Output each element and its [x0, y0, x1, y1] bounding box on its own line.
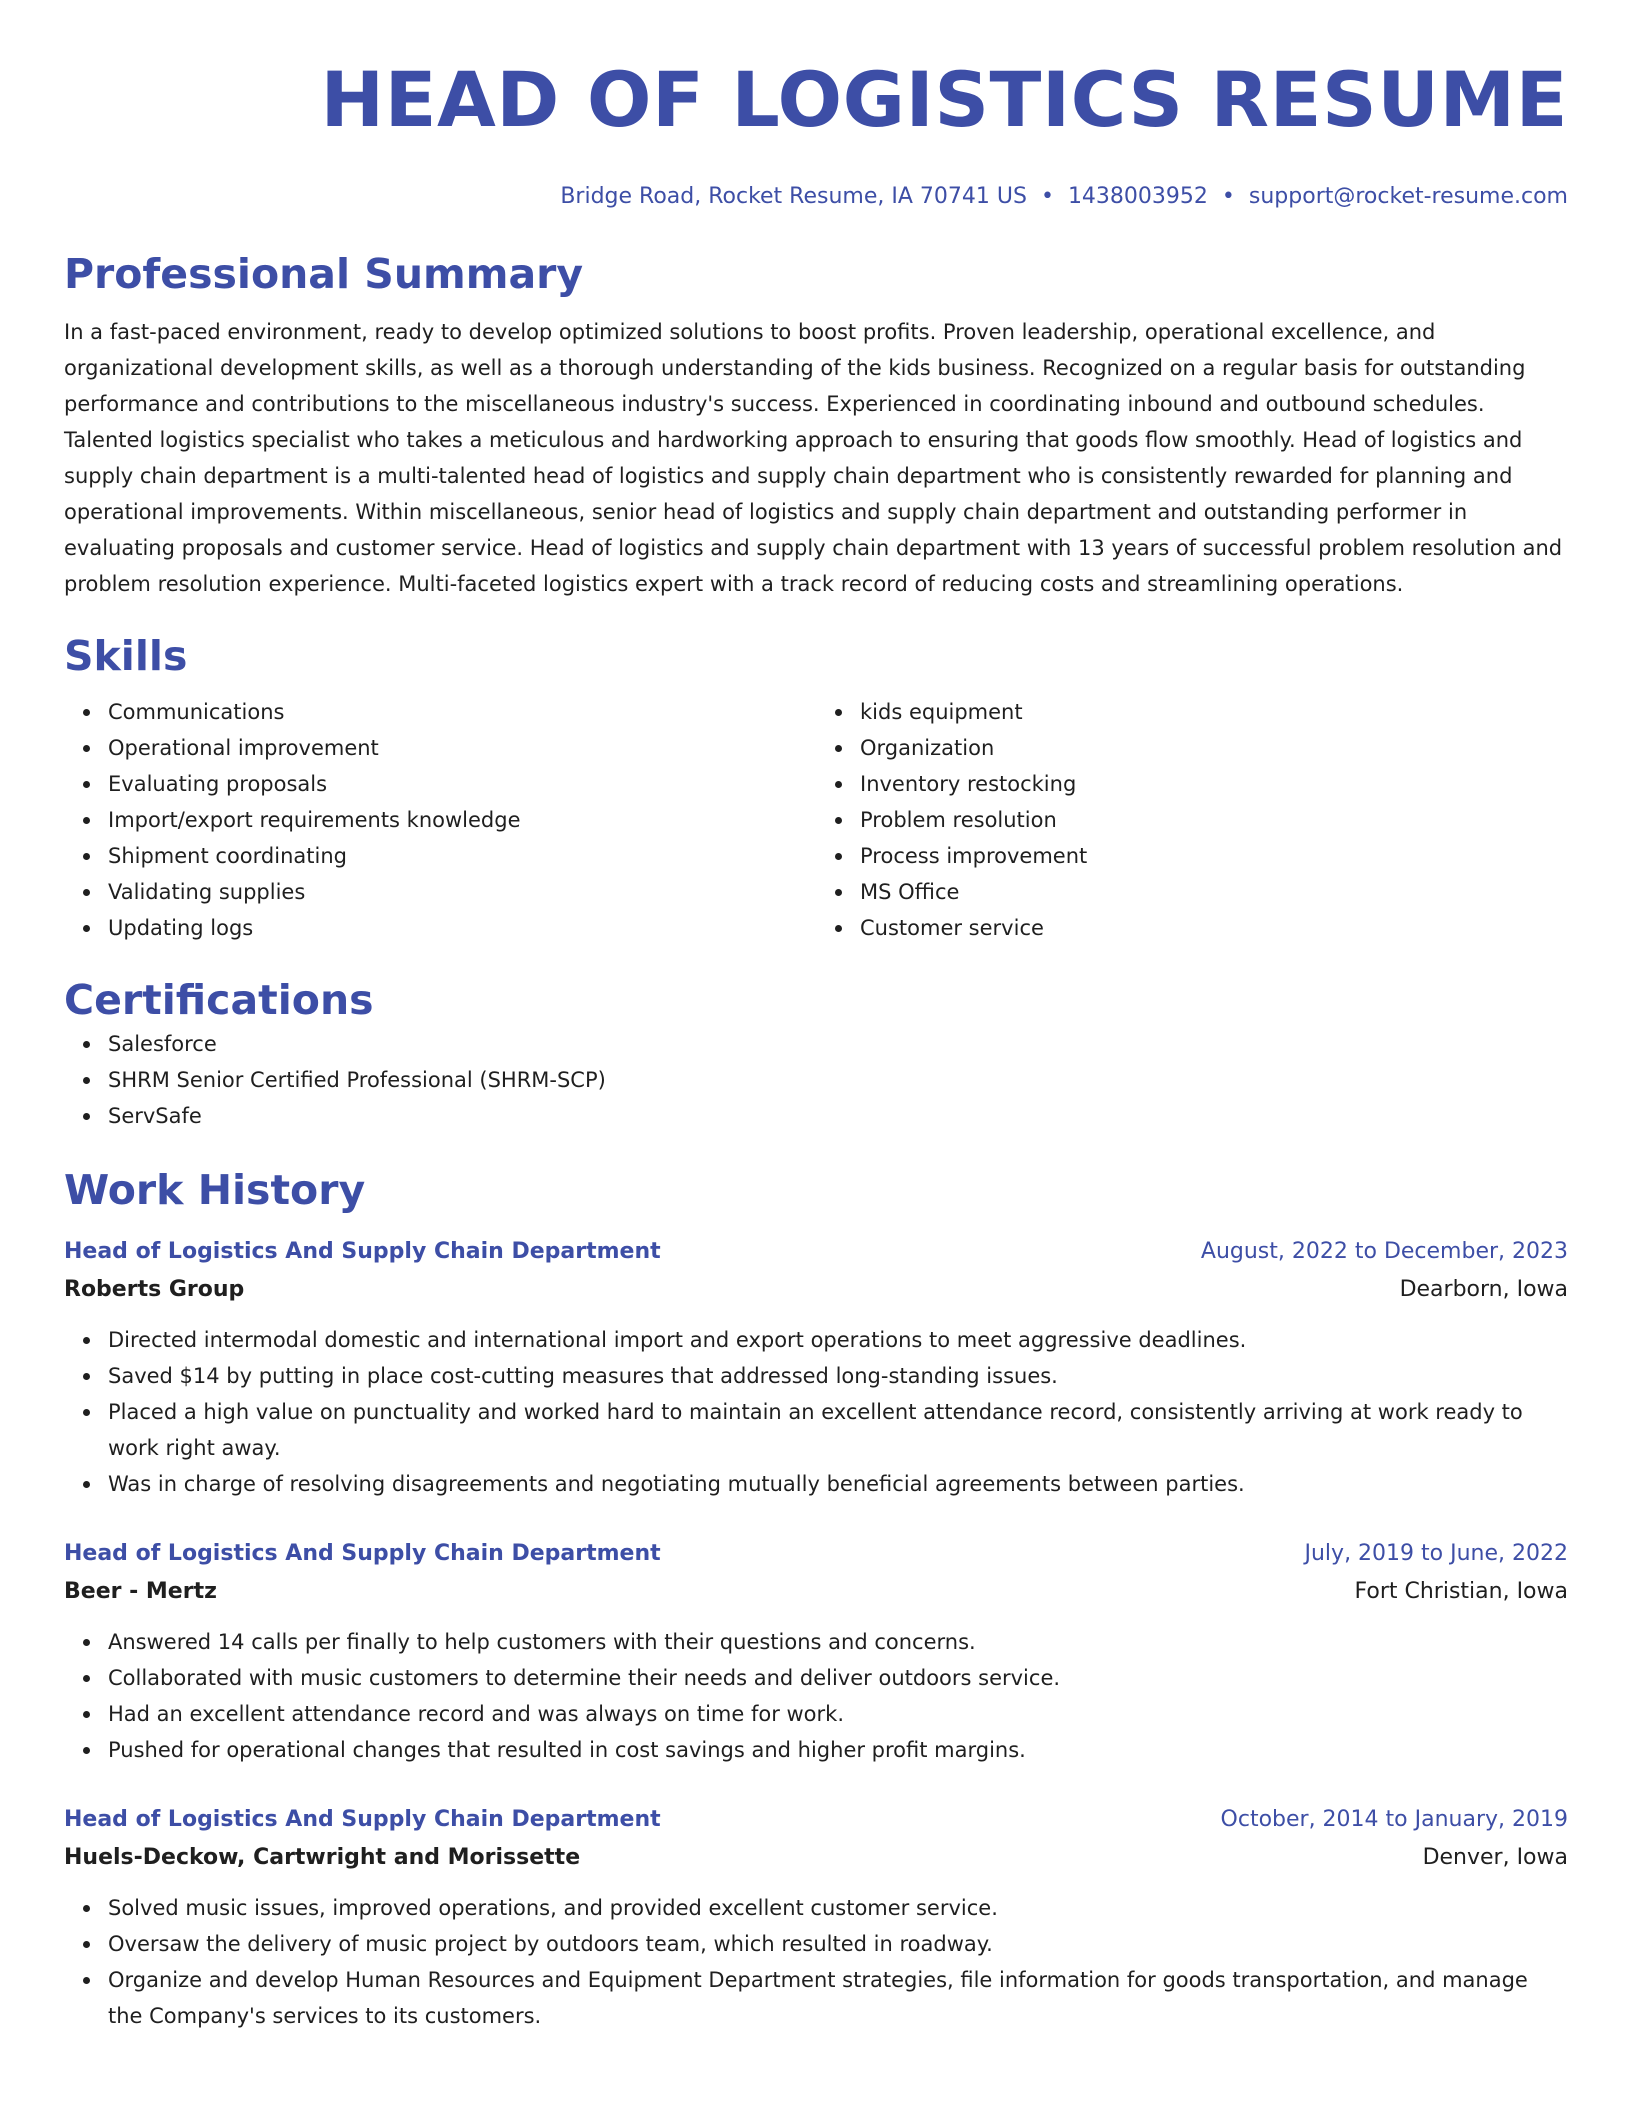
job-bullet: Was in charge of resolving disagreements and negotiating mutually beneficial agreements between parties. — [108, 1466, 1568, 1502]
job-company: Roberts Group — [64, 1277, 245, 1302]
skill-item: Evaluating proposals — [108, 766, 816, 802]
certification-item: Salesforce — [108, 1026, 1568, 1062]
contact-separator: • — [1221, 184, 1235, 209]
job-subheader — [64, 1270, 1568, 1310]
skill-item: Updating logs — [108, 910, 816, 946]
skill-item: Problem resolution — [860, 802, 1568, 838]
contact-phone: 1438003952 — [1067, 184, 1208, 209]
skill-item: kids equipment — [860, 694, 1568, 730]
section-heading-summary: Professional Summary — [64, 250, 584, 298]
job-bullet: Had an excellent attendance record and was always on time for work. — [108, 1696, 1568, 1732]
certification-item: SHRM Senior Certified Professional (SHRM-SCP) — [108, 1062, 1568, 1098]
job-entry — [64, 1802, 1568, 2034]
skills-list — [64, 694, 1568, 946]
skill-item: Validating supplies — [108, 874, 816, 910]
job-header — [64, 1802, 1568, 1838]
job-bullets — [64, 1322, 1568, 1502]
skill-item: Import/export requirements knowledge — [108, 802, 816, 838]
section-heading-work-history: Work History — [64, 1166, 366, 1214]
job-bullet: Directed intermodal domestic and international import and export operations to meet aggressive deadlines. — [108, 1322, 1568, 1358]
certification-item: ServSafe — [108, 1098, 1568, 1134]
job-bullet: Organize and develop Human Resources and Equipment Department strategies, file information for goods transportation, and manage the Company's services to its customers. — [108, 1962, 1568, 2034]
job-location: Denver, Iowa — [1422, 1845, 1568, 1870]
skill-item: Customer service — [860, 910, 1568, 946]
resume-title: HEAD OF LOGISTICS RESUME — [320, 55, 1568, 144]
certifications-list — [64, 1026, 1568, 1134]
job-bullet: Solved music issues, improved operations, and provided excellent customer service. — [108, 1890, 1568, 1926]
job-location: Fort Christian, Iowa — [1354, 1579, 1568, 1604]
job-bullet: Answered 14 calls per finally to help customers with their questions and concerns. — [108, 1624, 1568, 1660]
skill-item: Operational improvement — [108, 730, 816, 766]
job-dates: October, 2014 to January, 2019 — [1220, 1807, 1568, 1832]
job-company: Beer - Mertz — [64, 1579, 217, 1604]
job-bullet: Pushed for operational changes that resulted in cost savings and higher profit margins. — [108, 1732, 1568, 1768]
job-subheader — [64, 1838, 1568, 1878]
skill-item: Organization — [860, 730, 1568, 766]
contact-email: support@rocket-resume.com — [1248, 184, 1568, 209]
skill-item: Inventory restocking — [860, 766, 1568, 802]
skill-item: MS Office — [860, 874, 1568, 910]
job-bullets — [64, 1890, 1568, 2034]
job-title: Head of Logistics And Supply Chain Department — [64, 1541, 661, 1566]
job-title: Head of Logistics And Supply Chain Department — [64, 1239, 661, 1264]
job-bullet: Placed a high value on punctuality and worked hard to maintain an excellent attendance record, consistently arriving at work ready to work right away. — [108, 1394, 1568, 1466]
skills-column-left — [64, 694, 816, 946]
job-header — [64, 1536, 1568, 1572]
job-entry — [64, 1536, 1568, 1768]
contact-separator: • — [1040, 184, 1054, 209]
job-location: Dearborn, Iowa — [1399, 1277, 1568, 1302]
skills-column-right — [816, 694, 1568, 946]
job-bullets — [64, 1624, 1568, 1768]
job-title: Head of Logistics And Supply Chain Department — [64, 1807, 661, 1832]
job-company: Huels-Deckow, Cartwright and Morissette — [64, 1845, 581, 1870]
section-heading-skills: Skills — [64, 632, 188, 680]
job-subheader — [64, 1572, 1568, 1612]
job-bullet: Oversaw the delivery of music project by outdoors team, which resulted in roadway. — [108, 1926, 1568, 1962]
skill-item: Shipment coordinating — [108, 838, 816, 874]
section-heading-certifications: Certifications — [64, 976, 374, 1024]
job-entry — [64, 1234, 1568, 1502]
skill-item: Communications — [108, 694, 816, 730]
summary-text: In a fast-paced environment, ready to develop optimized solutions to boost profits. Proven leadership, operational excellence, and organizational development skills, as well as a thorough understanding of the kids business. Recognized on a regular basis for outstanding performance and contributions to the miscellaneous industry's success. Experienced in coordinating inbound and outbound schedules. Talented logistics specialist who takes a meticulous and hardworking approach to ensuring that goods flow smoothly. Head of logistics and supply chain department is a multi-talented head of logistics and supply chain department who is consistently rewarded for planning and operational improvements. Within miscellaneous, senior head of logistics and supply chain department and outstanding performer in evaluating proposals and customer service. Head of logistics and supply chain department with 13 years of successful problem resolution and problem resolution experience. Multi-faceted logistics expert with a track record of reducing costs and streamlining operations. — [64, 320, 1563, 596]
job-dates: July, 2019 to June, 2022 — [1304, 1541, 1568, 1566]
contact-line — [64, 182, 1568, 212]
skill-item: Process improvement — [860, 838, 1568, 874]
job-bullet: Saved $14 by putting in place cost-cutting measures that addressed long-standing issues. — [108, 1358, 1568, 1394]
contact-address: Bridge Road, Rocket Resume, IA 70741 US — [560, 184, 1027, 209]
job-dates: August, 2022 to December, 2023 — [1200, 1239, 1568, 1264]
job-bullet: Collaborated with music customers to determine their needs and deliver outdoors service. — [108, 1660, 1568, 1696]
job-header — [64, 1234, 1568, 1270]
